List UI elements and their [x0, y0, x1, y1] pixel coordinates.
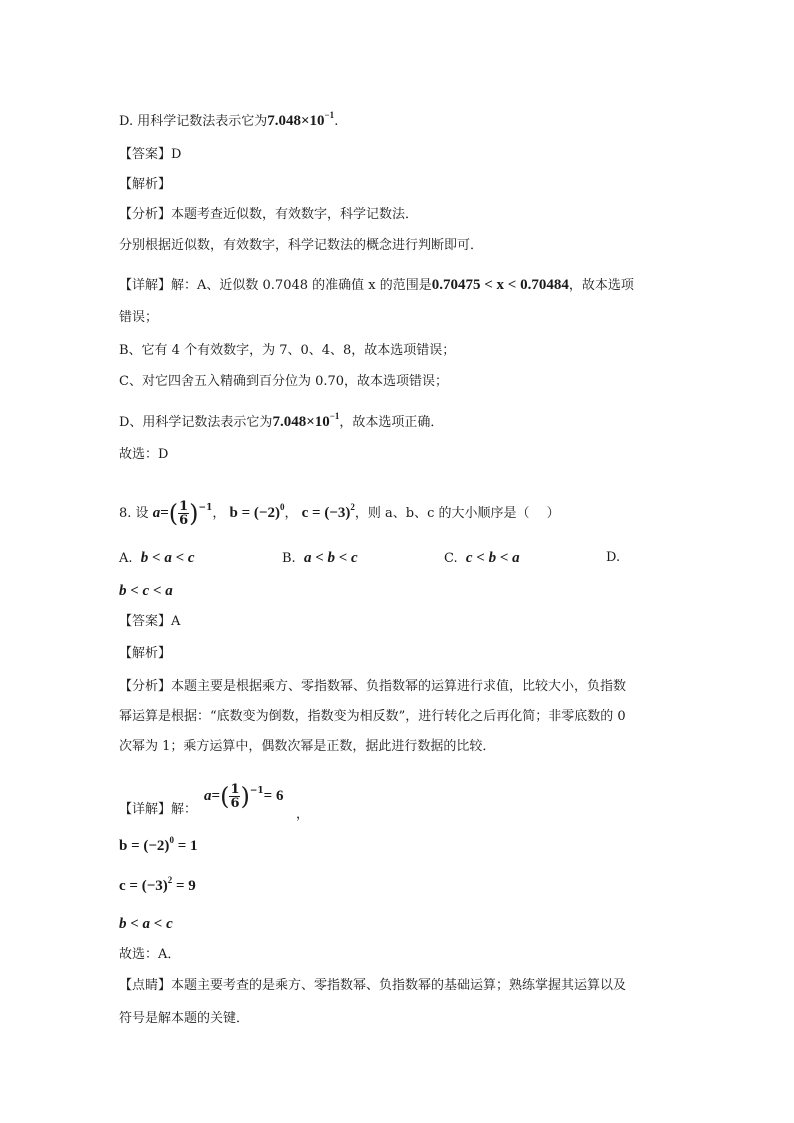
q8-option-d-value: b < c < a — [119, 583, 173, 599]
q8-fenxi-line3: 次幂为 1；乘方运算中，偶数次幂是正数，据此进行数据的比较． — [119, 739, 496, 754]
fraction-one-sixth: $\frac{1}{6}$ — [179, 499, 189, 528]
sci-notation: $7.048\times 10^{-1}$ — [272, 411, 340, 430]
q8-answer: 【答案】A — [119, 614, 181, 629]
q8-fenxi-line2: 幂运算是根据：“底数变为倒数，指数变为相反数”，进行转化之后再化简；非零底数的 0 — [119, 709, 626, 724]
q7-detail-c: C、对它四舍五入精确到百分位为 0.70，故本选项错误； — [119, 374, 449, 389]
q7-answer: 【答案】D — [119, 147, 182, 162]
q7-choice: 故选：D — [119, 447, 169, 462]
q8-fenxi-line1: 【分析】本题主要是根据乘方、零指数幂、负指数幂的运算进行求值，比较大小，负指数 — [119, 679, 627, 694]
sci-notation: $7.048\times 10^{-1}$ — [267, 110, 335, 129]
q7-detail-a: 【详解】解：A、近似数 0.7048 的准确值 x 的范围是0.70475 < x < 0.70484，故本选项 — [119, 277, 634, 293]
q8-detail-c: $c = (-3)^2 = 9$ — [119, 875, 196, 894]
q7-detail-b: B、它有 4 个有效数字，为 7、0、4、8，故本选项错误； — [119, 343, 456, 358]
c-definition: $c = (-3)^2$ — [301, 502, 355, 521]
q8-option-b: B. a < b < c — [282, 550, 358, 566]
b-definition: $b = (-2)^0$ — [229, 502, 285, 521]
q7-option-d: D. 用科学记数法表示它为$7.048\times 10^{-1}$. — [119, 110, 339, 129]
q8-choice: 故选：A． — [119, 947, 181, 962]
q8-option-a: A. b < a < c — [119, 550, 195, 566]
q8-detail-trailing-comma: ， — [296, 807, 310, 822]
range-expression: 0.70475 < x < 0.70484 — [431, 277, 569, 293]
q8-stem: 8. 设 a=( $\frac{1}{6}$ )$^{-1}$， $b = (-2)^0$， $c = (-3)^2$，则 a、b、c 的大小顺序是（ ） — [119, 499, 560, 528]
q8-dianjing-line1: 【点睛】本题主要考查的是乘方、零指数幂、负指数幂的基础运算；熟练掌握其运算以及 — [119, 978, 627, 993]
q7-analysis-heading: 【解析】 — [119, 177, 172, 192]
q8-detail-label: 【详解】解： — [119, 802, 198, 817]
q7-detail-a-wrap: 错误； — [119, 310, 159, 325]
q8-option-d-label: D. — [606, 550, 621, 565]
q7-fenxi: 【分析】本题考查近似数，有效数字，科学记数法． — [119, 207, 419, 222]
q7-fenxi2: 分别根据近似数，有效数字，科学记数法的概念进行判断即可． — [119, 238, 484, 253]
q8-detail-b: $b = (-2)^0 = 1$ — [119, 835, 198, 854]
q8-analysis-heading: 【解析】 — [119, 646, 172, 661]
q8-detail-order: b < a < c — [119, 916, 173, 932]
q8-option-c: C. c < b < a — [444, 550, 520, 566]
q8-dianjing-line2: 符号是解本题的关键． — [119, 1011, 250, 1026]
fraction-one-sixth: $\frac{1}{6}$ — [230, 782, 240, 811]
q7-detail-d: D、用科学记数法表示它为$7.048\times 10^{-1}$，故本选项正确． — [119, 411, 444, 430]
q8-detail-a-expr: a=( $\frac{1}{6}$ )$^{-1}$= 6 — [204, 782, 284, 811]
